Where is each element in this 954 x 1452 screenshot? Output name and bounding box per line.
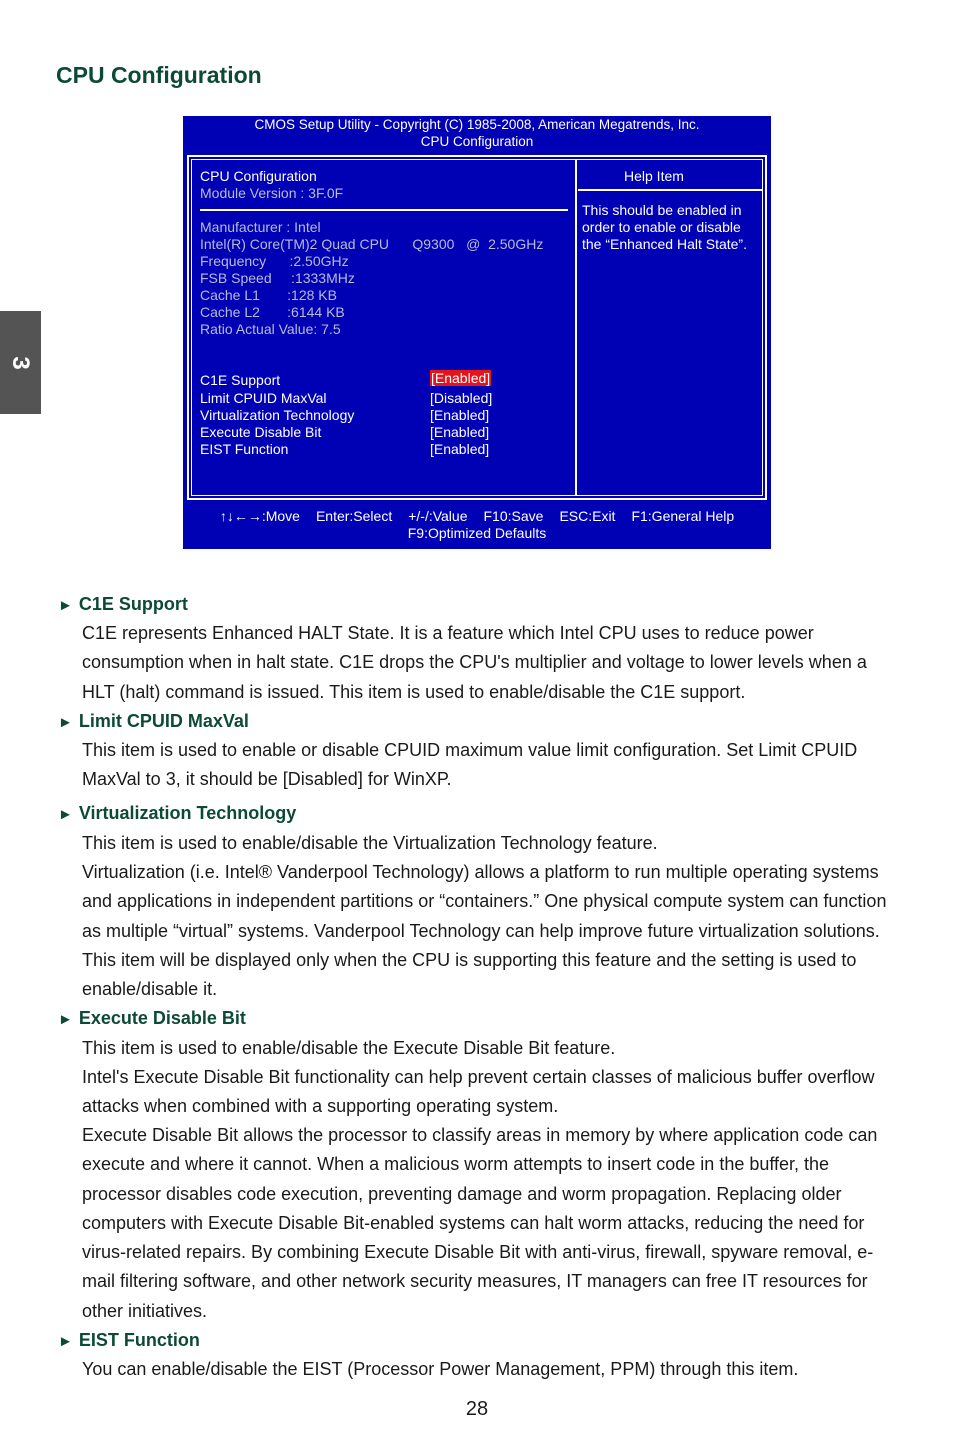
section-heading-text: C1E Support [78,594,188,614]
bios-footer [183,508,771,542]
bios-setting-vt-label[interactable]: Virtualization Technology [200,407,355,423]
chapter-tab [0,311,41,414]
section-heading-text: Limit CPUID MaxVal [78,711,249,731]
section-heading-text: Virtualization Technology [78,803,297,823]
bios-info-frequency: Frequency :2.50GHz [200,253,349,269]
bios-setting-eist-label[interactable]: EIST Function [200,441,289,457]
bios-info-cache-l2: Cache L2 :6144 KB [200,304,345,320]
section-heading-xd [58,1008,246,1029]
bios-setting-xd-value[interactable]: [Enabled] [430,424,490,440]
bios-panel-divider [575,160,577,495]
key-help-hint: F1:General Help [631,508,735,524]
bios-setting-c1e-label[interactable]: C1E Support [200,372,281,388]
page-number: 28 [465,1398,489,1420]
bios-setting-vt-value[interactable]: [Enabled] [430,407,490,423]
key-select-hint: Enter:Select [315,508,393,524]
section-text-vt-2: Virtualization (i.e. Intel® Vanderpool Technology) allows a platform to run multiple operating systems and applications in independent partitions or “containers.” One physical compute system can function as multiple “virtual” systems. Vanderpool Technology can help improve future virtualization solutions. This item will be displayed only when the CPU is supporting this feature and the setting is used to enable/disable it. [82,862,887,1000]
bios-setting-cpuid-label[interactable]: Limit CPUID MaxVal [200,390,327,406]
bios-screen [183,116,771,549]
section-text-cpuid: This item is used to enable or disable CPUID maximum value limit configuration. Set Limit CPUID MaxVal to 3, it should be [Disabled] for WinXP. [82,740,858,790]
section-text-xd-1: This item is used to enable/disable the Execute Disable Bit feature. [82,1038,616,1058]
section-heading-cpuid [58,711,249,732]
bios-setting-xd-label[interactable]: Execute Disable Bit [200,424,322,440]
bios-module-version: Module Version : 3F.0F [200,185,344,201]
bullet-arrow-icon: ► [58,714,73,731]
bios-info-fsb: FSB Speed :1333MHz [200,270,355,286]
bios-info-cache-l1: Cache L1 :128 KB [200,287,337,303]
section-heading-text: EIST Function [78,1330,200,1350]
bullet-arrow-icon: ► [58,806,73,823]
bios-frame-inner [191,159,763,496]
section-text-c1e: C1E represents Enhanced HALT State. It is a feature which Intel CPU uses to reduce power consumption when in halt state. C1E drops the CPU's multiplier and voltage to lower levels when a HLT (halt) command is issued. This item is used to enable/disable the C1E support. [82,623,867,702]
key-save-hint: F10:Save [483,508,544,524]
section-text-eist: You can enable/disable the EIST (Processor Power Management, PPM) through this item. [82,1359,799,1379]
bios-frame [187,155,767,500]
section-heading-vt [58,803,296,824]
bios-info-ratio: Ratio Actual Value: 7.5 [200,321,341,337]
bios-header-title: CPU Configuration [420,134,534,149]
bios-setting-cpuid-value[interactable]: [Disabled] [430,390,493,406]
bios-header-copyright: CMOS Setup Utility - Copyright (C) 1985-2008, American Megatrends, Inc. [254,117,700,132]
section-heading-eist [58,1330,200,1351]
page-title: CPU Configuration [56,62,262,88]
key-value-hint: +/-/:Value [408,508,468,524]
section-heading-text: Execute Disable Bit [78,1008,246,1028]
bios-info-manufacturer: Manufacturer : Intel [200,219,321,235]
bullet-arrow-icon: ► [58,1011,73,1028]
bios-left-rule [200,209,568,211]
bios-header [183,116,771,150]
key-exit-hint: ESC:Exit [559,508,616,524]
bios-panel-title: CPU Configuration [200,168,317,184]
chapter-tab-label: 3 [7,356,34,370]
bullet-arrow-icon: ► [58,1333,73,1350]
bios-setting-c1e-value[interactable]: [Enabled] [431,370,491,386]
bios-help-rule [578,189,762,191]
bios-help-text: This should be enabled in order to enable or disable the “Enhanced Halt State”. [582,202,747,252]
key-defaults-hint: F9:Optimized Defaults [407,525,547,541]
section-heading-c1e [58,594,188,615]
section-text-xd-2: Intel's Execute Disable Bit functionality can help prevent certain classes of malicious buffer overflow attacks when combined with a supporting operating system. [82,1067,875,1117]
bios-help-title: Help Item [624,168,684,184]
bullet-arrow-icon: ► [58,597,73,614]
key-move-hint: ↑↓←→:Move [219,508,300,524]
section-text-xd-3: Execute Disable Bit allows the processor to classify areas in memory by where application code can execute and where it cannot. When a malicious worm attempts to insert code in the buffer, the processor disables code execution, preventing damage and worm propagation. Replacing older computers with Execute Disable Bit-enabled systems can halt worm attacks, reducing the need for virus-related repairs. By combining Execute Disable Bit with anti-virus, firewall, spyware removal, e-mail filtering software, and other network security measures, IT managers can free IT resources for other initiatives. [82,1125,878,1321]
bios-info-cpu: Intel(R) Core(TM)2 Quad CPU Q9300 @ 2.50GHz [200,236,544,252]
bios-setting-eist-value[interactable]: [Enabled] [430,441,490,457]
section-text-vt-1: This item is used to enable/disable the Virtualization Technology feature. [82,833,658,853]
